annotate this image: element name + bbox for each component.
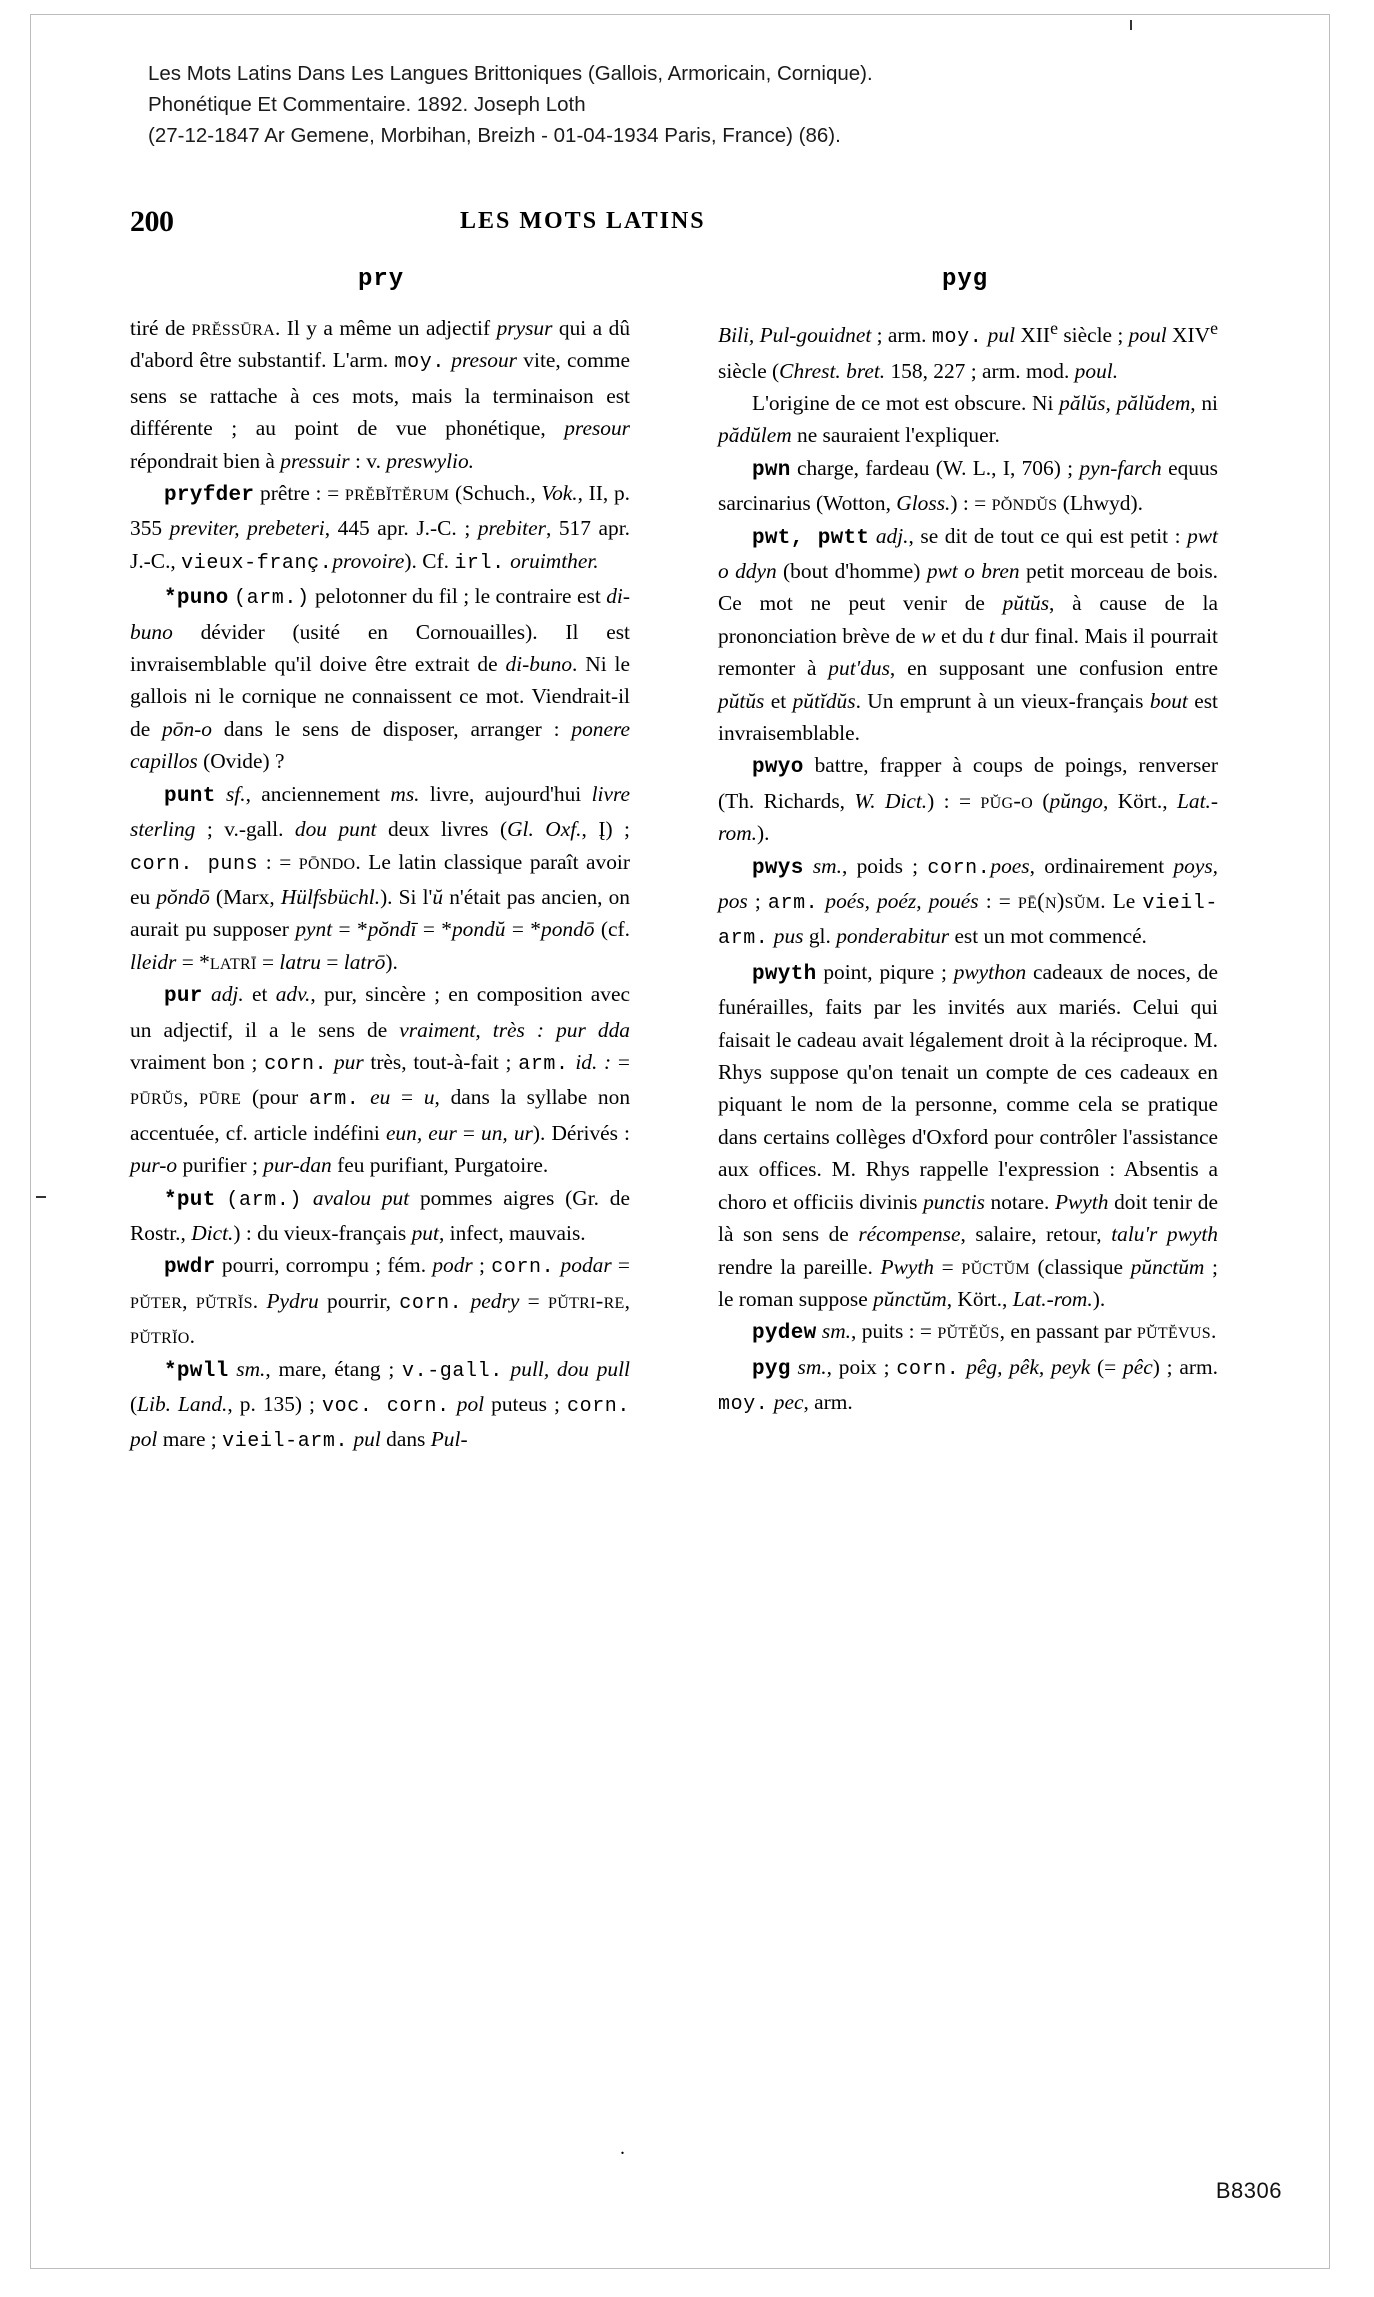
entry-paragraph: pwdr pourri, corrompu ; fém. podr ; corn. podar = pŭter, pŭtrĭs. Pydru pourrir, corn. pedry = pŭtri-re, pŭtrĭo. (130, 1253, 630, 1349)
entry-paragraph: *put (arm.) avalou put pommes aigres (Gr. de Rostr., Dict.) : du vieux-français put, infect, mauvais. (130, 1185, 630, 1245)
page-ornament: . (620, 2137, 625, 2159)
entry-paragraph: pur adj. et adv., pur, sincère ; en composition avec un adjectif, il a le sens de vraiment, très : pur dda vraiment bon ; corn. pur très, tout-à-fait ; arm. id. : = pūrŭs, pūre (pour arm. eu = u, dans la syllabe non accentuée, cf. article indéfini eun, eur = un, ur). Dérivés : pur-o purifier ; pur-dan feu purifiant, Purgatoire. (130, 982, 631, 1178)
bibliographic-note (148, 58, 1258, 151)
bibliographic-note-line-3: (27-12-1847 Ar Gemene, Morbihan, Breizh - 01-04-1934 Paris, France) (86). (148, 124, 841, 147)
entry-paragraph: punt sf., anciennement ms. livre, aujourd'hui livre sterling ; v.-gall. dou punt deux livres (Gl. Oxf., Į) ; corn. puns : = pōndo. Le latin classique paraît avoir eu pŏndō (Marx, Hülfsbüchl.). Si l'ŭ n'était pas ancien, on aurait pu supposer pynt = *pŏndī = *pondŭ = *pondō (cf. lleidr = *latrī = latru = latrō). (130, 781, 630, 974)
entry-paragraph: pyg sm., poix ; corn. pêg, pêk, peyk (= pêc) ; arm. moy. pec, arm. (718, 1354, 1219, 1417)
entry-paragraph: pydew sm., puits : = pŭtĕŭs, en passant par pŭtĕvus. (752, 1318, 1217, 1346)
entry-paragraph: pwn charge, fardeau (W. L., I, 706) ; pyn-farch equus sarcinarius (Wotton, Gloss.) : = pŏndŭs (Lhwyd). (718, 455, 1218, 516)
entry-paragraph: L'origine de ce mot est obscure. Ni pălŭs, pălŭdem, ni pădŭlem ne sauraient l'expliquer. (718, 390, 1218, 448)
entry-paragraph: Bili, Pul-gouidnet ; arm. moy. pul XIIe siècle ; poul XIVe siècle (Chrest. bret. 158, 227 ; arm. mod. poul. (718, 318, 1218, 383)
column-right (718, 312, 1218, 1422)
bibliographic-note-line-1: Les Mots Latins Dans Les Langues Brittoniques (Gallois, Armoricain, Cornique). (148, 62, 873, 85)
running-title: LES MOTS LATINS (460, 208, 706, 234)
archive-barcode: B8306 (1215, 2178, 1282, 2203)
scan-tick-left (36, 1196, 46, 1198)
entry-paragraph: *puno (arm.) pelotonner du fil ; le contraire est di-buno dévider (usité en Cornouailles). Il est invraisemblable qu'il doive être extrait de di-buno. Ni le gallois ni le cornique ne connaissent ce mot. Viendrait-il de pōn-o dans le sens de disposer, arranger : ponere capillos (Ovide) ? (130, 584, 630, 774)
guideword-left: pry (358, 266, 405, 293)
column-left (130, 312, 630, 1459)
running-head (130, 205, 1250, 238)
entry-paragraph: pwyo battre, frapper à coups de poings, renverser (Th. Richards, W. Dict.) : = pŭg-o (pŭngo, Kört., Lat.-rom.). (718, 753, 1218, 846)
bibliographic-note-line-2: Phonétique Et Commentaire. 1892. Joseph Loth (148, 93, 586, 116)
entry-paragraph: pwys sm., poids ; corn.poes, ordinairement poys, pos ; arm. poés, poéz, poués : = pē(n)sŭm. Le vieil-arm. pus gl. ponderabitur est un mot commencé. (718, 853, 1218, 951)
guideword-right: pyg (942, 266, 989, 293)
scan-tick-top (1130, 20, 1132, 30)
entry-paragraph: pwyth point, piqure ; pwython cadeaux de noces, de funérailles, faits par les invités aux mariés. Celui qui faisait le cadeau avait légalement droit à la réciproque. M. Rhys suppose qu'on tenait un compte de ces cadeaux en piquant le nom de la personne, comme cela se pratique dans certains collèges d'Oxford pour contrôler l'assistance aux offices. M. Rhys rappelle l'expression : Absentis a choro et officiis divinis punctis notare. Pwyth doit tenir de là son sens de récompense, salaire, retour, talu'r pwyth rendre la pareille. Pwyth = pŭctŭm (classique pŭnctŭm ; le roman suppose pŭnctŭm, Kört., Lat.-rom.). (718, 959, 1218, 1311)
entry-paragraph: pryfder prêtre : = prĕbĭtĕrum (Schuch., Vok., II, p. 355 previter, prebeteri, 445 apr. J.-C. ; prebiter, 517 apr. J.-C., vieux-franç.provoire). Cf. irl. oruimther. (130, 480, 630, 575)
page-number: 200 (130, 205, 174, 238)
entry-paragraph: *pwll sm., mare, étang ; v.-gall. pull, dou pull (Lib. Land., p. 135) ; voc. corn. pol puteus ; corn. pol mare ; vieil-arm. pul dans Pul- (130, 1356, 630, 1454)
entry-paragraph: pwt, pwtt adj., se dit de tout ce qui est petit : pwt o ddyn (bout d'homme) pwt o bren petit morceau de bois. Ce mot ne peut venir de pŭtŭs, à cause de la prononciation brève de w et du t dur final. Mais il pourrait remonter à put'dus, en supposant une confusion entre pŭtŭs et pŭtĭdŭs. Un emprunt à un vieux-français bout est invraisemblable. (718, 523, 1219, 745)
entry-paragraph: tiré de prĕssūra. Il y a même un adjectif prysur qui a dû d'abord être substantif. L'arm. moy. presour vite, comme sens se rattache à ces mots, mais la terminaison est différente ; au point de vue phonétique, presour répondrait bien à pressuir : v. preswylio. (130, 315, 631, 473)
